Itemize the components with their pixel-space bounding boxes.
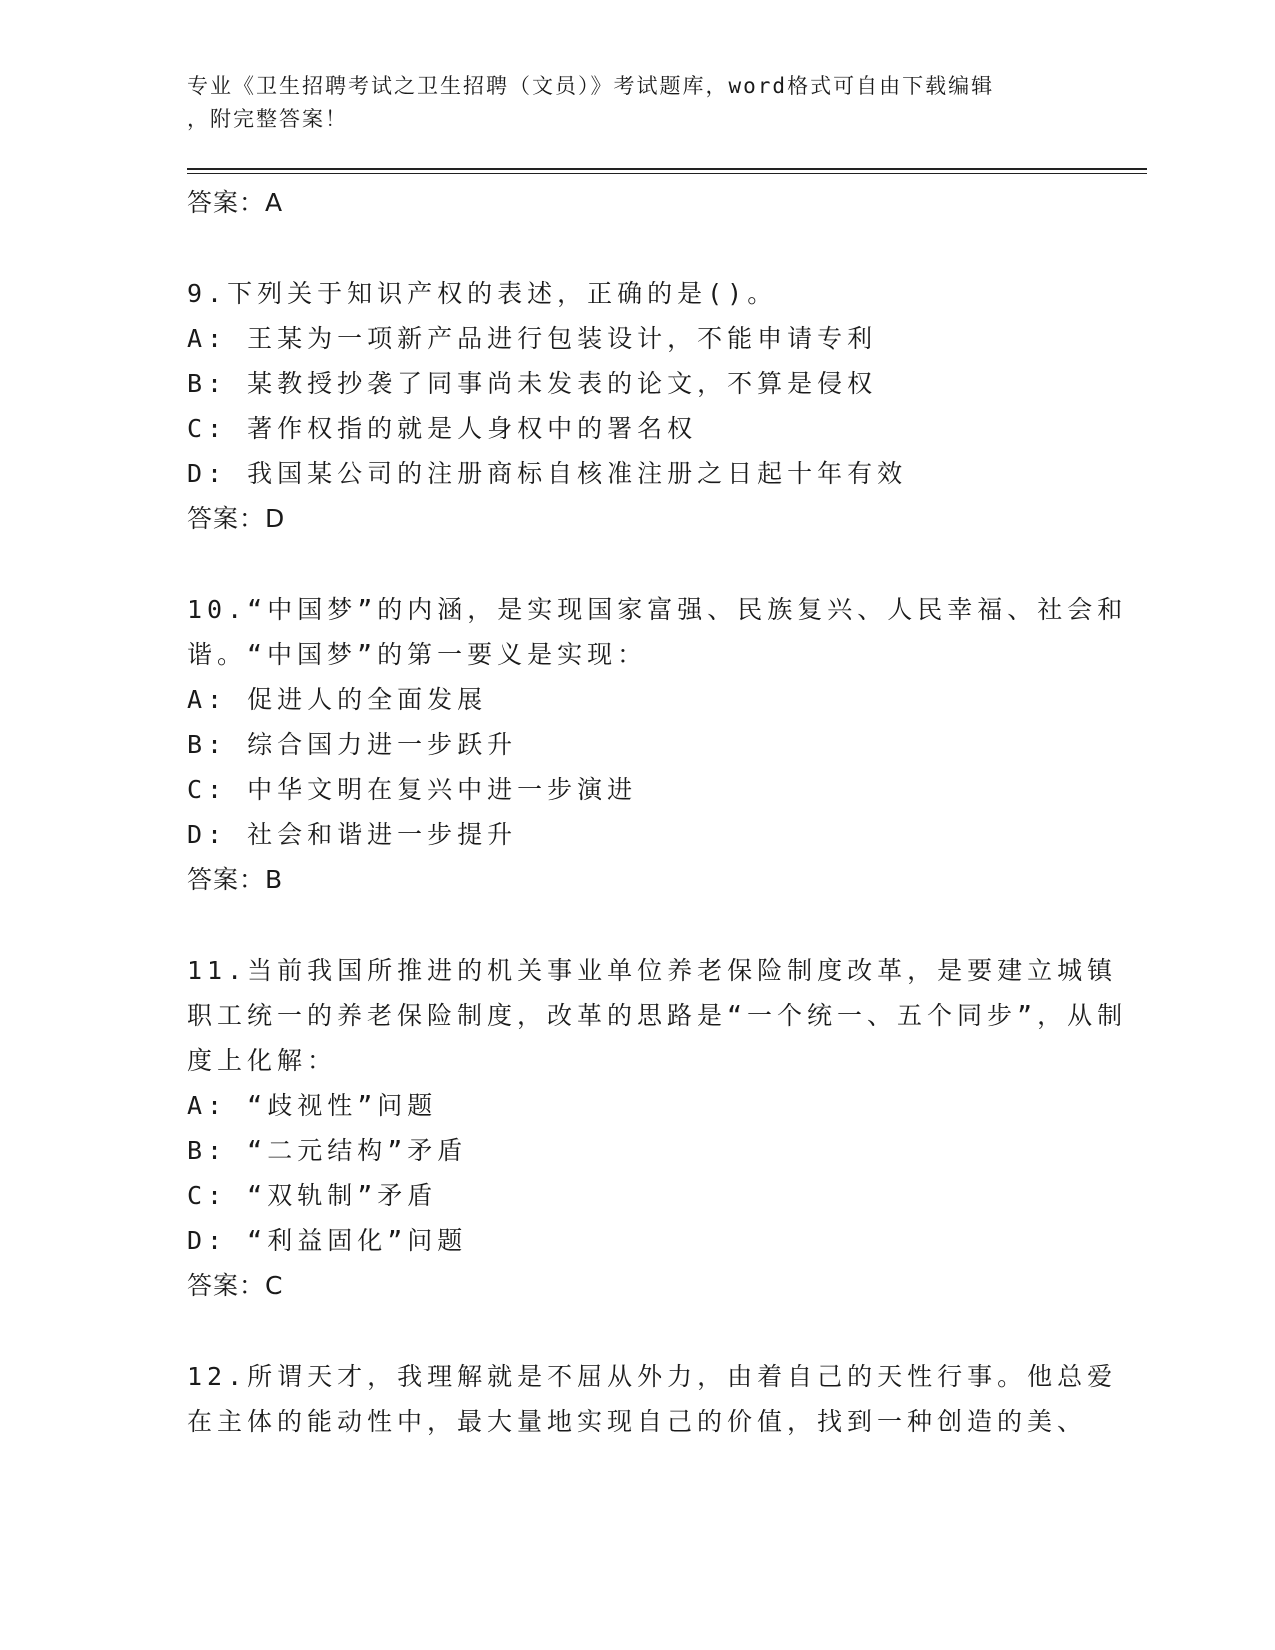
divider-thick xyxy=(187,168,1147,170)
option-c: C: “双轨制”矛盾 xyxy=(187,1181,438,1210)
question-answer: 答案：D xyxy=(187,504,286,533)
document-page xyxy=(187,70,1147,1444)
document-header xyxy=(187,70,1067,136)
question-answer: 答案：C xyxy=(187,1271,284,1300)
option-c: C: 中华文明在复兴中进一步演进 xyxy=(187,775,638,804)
question-text: 9.下列关于知识产权的表述，正确的是()。 xyxy=(187,279,778,308)
question-11 xyxy=(187,948,1147,1308)
question-answer: 答案：B xyxy=(187,865,284,894)
header-line-2: ，附完整答案！ xyxy=(187,107,348,131)
question-text: 12.所谓天才，我理解就是不屈从外力，由着自己的天性行事。他总爱在主体的能动性中，最大量地实现自己的价值，找到一种创造的美、 xyxy=(187,1362,1118,1436)
question-text: 11.当前我国所推进的机关事业单位养老保险制度改革，是要建立城镇职工统一的养老保险制度，改革的思路是“一个统一、五个同步”，从制度上化解： xyxy=(187,956,1128,1075)
option-a: A: “歧视性”问题 xyxy=(187,1091,438,1120)
option-b: B: 综合国力进一步跃升 xyxy=(187,730,518,759)
option-b: B: 某教授抄袭了同事尚未发表的论文，不算是侵权 xyxy=(187,369,878,398)
option-d: D: 我国某公司的注册商标自核准注册之日起十年有效 xyxy=(187,459,908,488)
question-10 xyxy=(187,587,1147,902)
option-a: A: 促进人的全面发展 xyxy=(187,685,488,714)
header-divider xyxy=(187,168,1147,174)
option-d: D: 社会和谐进一步提升 xyxy=(187,820,518,849)
option-a: A: 王某为一项新产品进行包装设计，不能申请专利 xyxy=(187,324,878,353)
question-12 xyxy=(187,1354,1147,1444)
divider-thin xyxy=(187,173,1147,174)
header-line-1: 专业《卫生招聘考试之卫生招聘（文员）》考试题库，word格式可自由下载编辑 xyxy=(187,74,995,98)
option-b: B: “二元结构”矛盾 xyxy=(187,1136,468,1165)
option-c: C: 著作权指的就是人身权中的署名权 xyxy=(187,414,698,443)
option-d: D: “利益固化”问题 xyxy=(187,1226,468,1255)
question-9 xyxy=(187,271,1147,541)
previous-answer: 答案：A xyxy=(187,188,284,217)
question-text: 10.“中国梦”的内涵，是实现国家富强、民族复兴、人民幸福、社会和谐。“中国梦”的第一要义是实现： xyxy=(187,595,1128,669)
